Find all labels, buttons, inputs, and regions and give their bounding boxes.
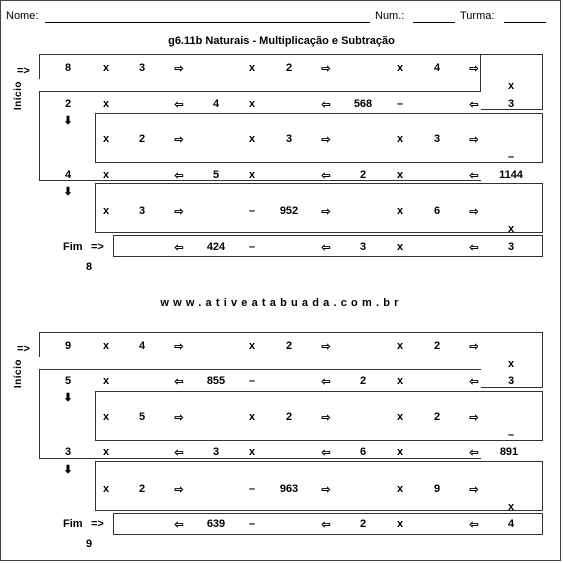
operand: 2 xyxy=(138,133,146,145)
operator: x xyxy=(102,340,110,352)
arrow-left-icon: ⇦ xyxy=(174,99,184,111)
operator: – xyxy=(248,483,256,495)
start-label: Início xyxy=(13,81,24,111)
operand: 4 xyxy=(433,62,441,74)
operand: 4 xyxy=(138,340,146,352)
operator: x xyxy=(396,241,404,253)
number-label: Num.: xyxy=(375,10,405,22)
arrow-left-icon: ⇦ xyxy=(174,170,184,182)
operand: 568 xyxy=(353,98,373,110)
arrow-right-icon: ⇨ xyxy=(469,134,479,146)
operand: 2 xyxy=(285,62,293,74)
end-label: Fim xyxy=(63,518,83,530)
operator: x xyxy=(396,133,404,145)
operator: x xyxy=(396,483,404,495)
operator: x xyxy=(248,62,256,74)
arrow-left-icon: ⇦ xyxy=(321,447,331,459)
operand: 3 xyxy=(507,241,515,253)
operator: x xyxy=(396,411,404,423)
arrow-left-icon: ⇦ xyxy=(321,99,331,111)
operator: x xyxy=(102,205,110,217)
arrow-down-icon: ⬇ xyxy=(63,392,73,404)
end-arrow: => xyxy=(91,518,104,530)
operand: 3 xyxy=(138,62,146,74)
operator: x xyxy=(102,98,110,110)
operator: x xyxy=(507,501,515,513)
number-field-line[interactable] xyxy=(413,22,455,23)
operator: x xyxy=(396,340,404,352)
operand: 4 xyxy=(507,518,515,530)
operand: 5 xyxy=(138,411,146,423)
arrow-right-icon: ⇨ xyxy=(174,341,184,353)
operand: 855 xyxy=(206,375,226,387)
operator: x xyxy=(507,358,515,370)
name-field-line[interactable] xyxy=(45,22,370,23)
name-label: Nome: xyxy=(6,10,39,22)
operand: 891 xyxy=(499,446,519,458)
arrow-left-icon: ⇦ xyxy=(174,242,184,254)
operator: x xyxy=(248,98,256,110)
class-label: Turma: xyxy=(460,10,495,22)
arrow-right-icon: ⇨ xyxy=(174,412,184,424)
class-field-line[interactable] xyxy=(504,22,546,23)
arrow-left-icon: ⇦ xyxy=(321,519,331,531)
operator: x xyxy=(396,446,404,458)
final-result: 8 xyxy=(85,261,93,273)
arrow-left-icon: ⇦ xyxy=(469,376,479,388)
arrow-left-icon: ⇦ xyxy=(469,99,479,111)
operand: 4 xyxy=(212,98,220,110)
arrow-left-icon: ⇦ xyxy=(469,447,479,459)
final-result: 9 xyxy=(85,538,93,550)
operand: 2 xyxy=(285,411,293,423)
start-arrow: => xyxy=(17,65,30,77)
arrow-right-icon: ⇨ xyxy=(174,206,184,218)
operand: 3 xyxy=(433,133,441,145)
end-arrow: => xyxy=(91,241,104,253)
operand: 2 xyxy=(285,340,293,352)
operator: – xyxy=(248,205,256,217)
arrow-right-icon: ⇨ xyxy=(469,341,479,353)
arrow-left-icon: ⇦ xyxy=(469,170,479,182)
operator: x xyxy=(102,133,110,145)
operand: 3 xyxy=(138,205,146,217)
operator: – xyxy=(248,518,256,530)
input-value: 8 xyxy=(64,62,72,74)
operand: 2 xyxy=(359,169,367,181)
operand: 6 xyxy=(359,446,367,458)
operand: 639 xyxy=(206,518,226,530)
operator: x xyxy=(248,411,256,423)
operand: 2 xyxy=(138,483,146,495)
arrow-right-icon: ⇨ xyxy=(469,412,479,424)
operator: x xyxy=(248,446,256,458)
operator: x xyxy=(102,411,110,423)
operator: – xyxy=(248,241,256,253)
input-value: 9 xyxy=(64,340,72,352)
operand: 3 xyxy=(212,446,220,458)
arrow-down-icon: ⬇ xyxy=(63,464,73,476)
arrow-left-icon: ⇦ xyxy=(321,242,331,254)
end-label: Fim xyxy=(63,241,83,253)
arrow-left-icon: ⇦ xyxy=(174,447,184,459)
operator: – xyxy=(248,375,256,387)
worksheet-title: g6.11b Naturais - Multiplicação e Subtração xyxy=(168,35,395,47)
arrow-right-icon: ⇨ xyxy=(174,484,184,496)
arrow-left-icon: ⇦ xyxy=(321,170,331,182)
operand: 3 xyxy=(285,133,293,145)
arrow-right-icon: ⇨ xyxy=(469,63,479,75)
arrow-left-icon: ⇦ xyxy=(174,519,184,531)
arrow-left-icon: ⇦ xyxy=(174,376,184,388)
operand: 952 xyxy=(279,205,299,217)
operator: x xyxy=(102,375,110,387)
arrow-right-icon: ⇨ xyxy=(174,134,184,146)
arrow-right-icon: ⇨ xyxy=(321,412,331,424)
operand: 3 xyxy=(359,241,367,253)
operand: 424 xyxy=(206,241,226,253)
operand: 6 xyxy=(433,205,441,217)
arrow-down-icon: ⬇ xyxy=(63,186,73,198)
operator: – xyxy=(507,151,515,163)
arrow-right-icon: ⇨ xyxy=(321,63,331,75)
start-label: Início xyxy=(13,359,24,389)
operator: x xyxy=(507,80,515,92)
answer-value: 4 xyxy=(64,169,72,181)
operand: 2 xyxy=(359,518,367,530)
answer-value: 3 xyxy=(64,446,72,458)
arrow-right-icon: ⇨ xyxy=(321,134,331,146)
operand: 2 xyxy=(359,375,367,387)
arrow-left-icon: ⇦ xyxy=(469,519,479,531)
arrow-down-icon: ⬇ xyxy=(63,115,73,127)
arrow-right-icon: ⇨ xyxy=(469,484,479,496)
operand: 5 xyxy=(212,169,220,181)
operator: x xyxy=(248,133,256,145)
operand: 1144 xyxy=(499,169,523,181)
arrow-right-icon: ⇨ xyxy=(469,206,479,218)
operator: x xyxy=(102,169,110,181)
start-arrow: => xyxy=(17,343,30,355)
operand: 963 xyxy=(279,483,299,495)
arrow-left-icon: ⇦ xyxy=(469,242,479,254)
operand: 3 xyxy=(507,98,515,110)
operator: x xyxy=(396,375,404,387)
answer-value: 2 xyxy=(64,98,72,110)
operator: x xyxy=(102,62,110,74)
operator: x xyxy=(396,518,404,530)
arrow-right-icon: ⇨ xyxy=(174,63,184,75)
operand: 2 xyxy=(433,340,441,352)
operator: – xyxy=(507,429,515,441)
operator: x xyxy=(102,446,110,458)
answer-value: 5 xyxy=(64,375,72,387)
operand: 2 xyxy=(433,411,441,423)
arrow-right-icon: ⇨ xyxy=(321,341,331,353)
operand: 3 xyxy=(507,375,515,387)
operator: x xyxy=(396,169,404,181)
operator: x xyxy=(248,169,256,181)
operator: – xyxy=(396,98,404,110)
website-footer: www.ativeatabuada.com.br xyxy=(160,297,403,309)
operator: x xyxy=(507,223,515,235)
operator: x xyxy=(396,62,404,74)
arrow-right-icon: ⇨ xyxy=(321,206,331,218)
operator: x xyxy=(102,483,110,495)
operand: 9 xyxy=(433,483,441,495)
arrow-left-icon: ⇦ xyxy=(321,376,331,388)
arrow-right-icon: ⇨ xyxy=(321,484,331,496)
operator: x xyxy=(248,340,256,352)
operator: x xyxy=(396,205,404,217)
